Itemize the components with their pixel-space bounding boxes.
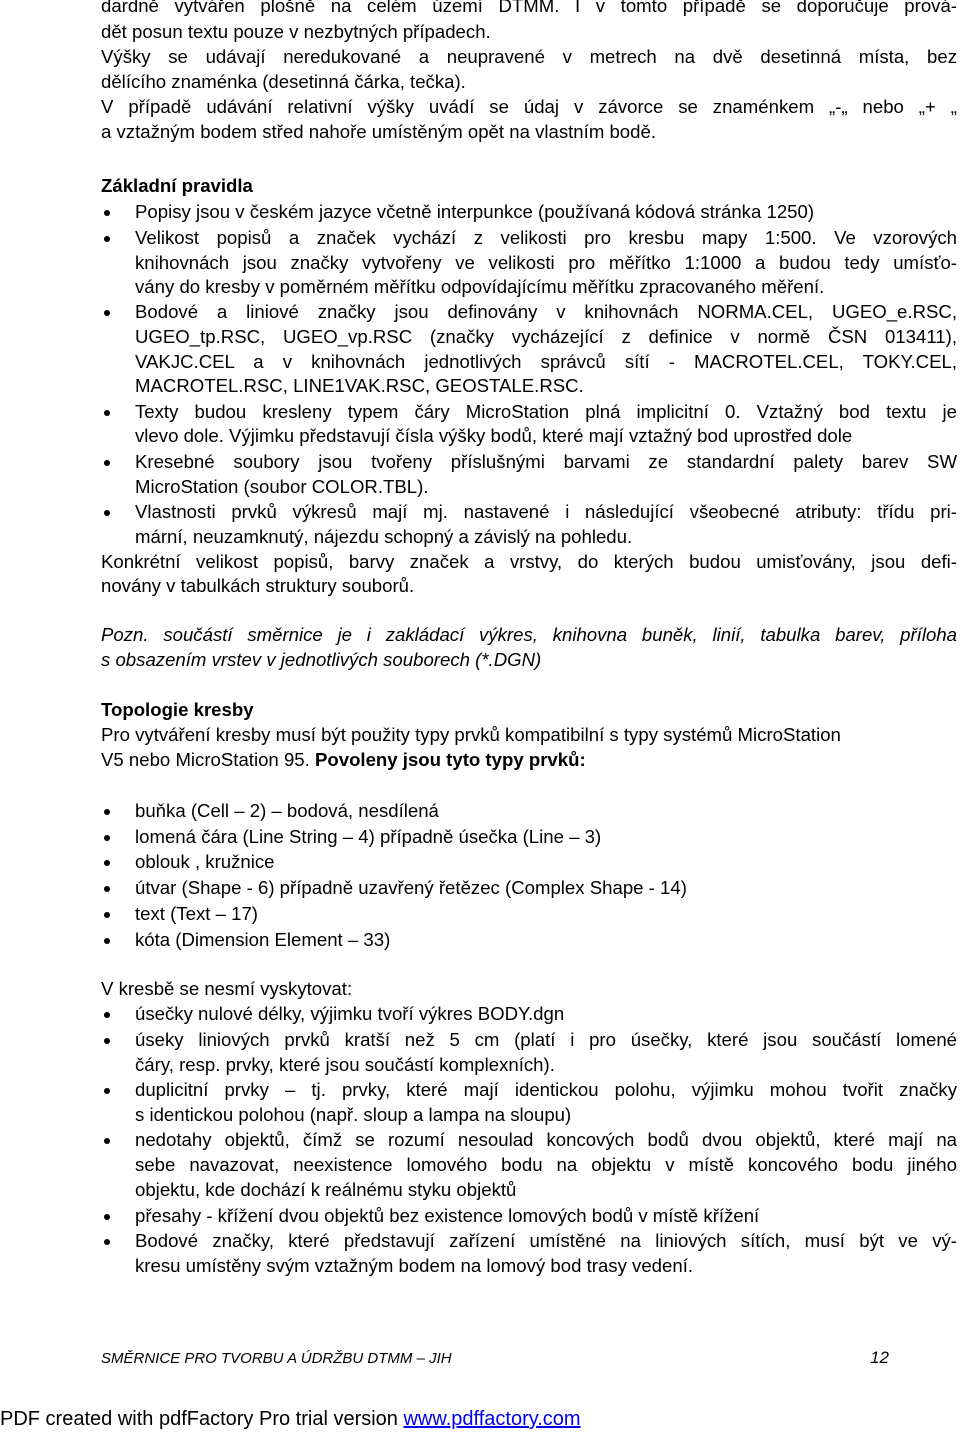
bullet-text-line: Texty budou kresleny typem čáry MicroStation plná implicitní 0. Vztažný bod textu je [135, 401, 957, 422]
bullet-text-line: přesahy - křížení dvou objektů bez existence lomových bodů v místě křížení [135, 1205, 760, 1226]
bullet-text-line: Velikost popisů a značek vychází z velikosti pro kresbu mapy 1:500. Ve vzorových [135, 227, 957, 248]
bullet-dot [104, 1088, 110, 1094]
bullet-dot [104, 938, 110, 944]
bullet-text-line: Vlastnosti prvků výkresů mají mj. nastavené i následující všeobecné atributy: třídu pri- [135, 501, 957, 522]
bullet-text-line: kresu umístěny svým vztažným bodem na lomový bod trasy vedení. [135, 1255, 694, 1276]
element-type-item: útvar (Shape - 6) případně uzavřený řetězec (Complex Shape - 14) [135, 877, 687, 898]
bullet-dot [104, 1214, 110, 1220]
bullet-dot [104, 510, 110, 516]
bullet-text-line: duplicitní prvky – tj. prvky, které mají identickou polohu, výjimku mohou tvořit značky [135, 1079, 957, 1100]
bullet-text-line: úseky liniových prvků kratší než 5 cm (platí i pro úsečky, které jsou součástí lomené [135, 1029, 957, 1050]
bullet-text-line: Popisy jsou v českém jazyce včetně interpunkce (používaná kódová stránka 1250) [135, 201, 815, 222]
bullet-dot [104, 1239, 110, 1245]
bullet-text-line: MicroStation (soubor COLOR.TBL). [135, 476, 429, 497]
intro-line: dardně vytvářen plošně na celém území DTMM. I v tomto případě se doporučuje prová- [101, 0, 957, 16]
bullet-text-line: s identickou polohou (např. sloup a lampa na sloupu) [135, 1104, 572, 1125]
bullet-dot [104, 460, 110, 466]
intro-line: V případě udávání relativní výšky uvádí se údaj v závorce se znaménkem „-„ nebo „+ „ [101, 96, 957, 117]
bullet-dot [104, 210, 110, 216]
section-heading: Základní pravidla [101, 175, 253, 196]
bullet-dot [104, 236, 110, 242]
bullet-text-line: vány do kresby v poměrném měřítku odpovídajícímu měřítku zpracovaného měření. [135, 276, 825, 297]
element-type-item: buňka (Cell – 2) – bodová, nesdílená [135, 800, 439, 821]
bullet-dot [104, 410, 110, 416]
bullet-text-line: knihovnách jsou značky vytvořeny ve velikosti pro měřítko 1:1000 a budou tedy umísťo- [135, 252, 957, 273]
bullet-text-line: Bodové značky, které představují zařízení umístěné na liniových sítích, musí být ve vý- [135, 1230, 957, 1251]
bullet-text-line: Kresebné soubory jsou tvořeny příslušnými barvami ze standardní palety barev SW [135, 451, 957, 472]
bullet-text-line: úsečky nulové délky, výjimku tvoří výkres BODY.dgn [135, 1003, 565, 1024]
section-heading: V kresbě se nesmí vyskytovat: [101, 978, 353, 999]
intro-line: dět posun textu pouze v nezbytných případech. [101, 21, 491, 42]
bullet-dot [104, 886, 110, 892]
paragraph-line: Konkrétní velikost popisů, barvy značek a vrstvy, do kterých budou umisťovány, jsou defi- [101, 551, 957, 572]
bullet-dot [104, 1038, 110, 1044]
paragraph-line: Pro vytváření kresby musí být použity typy prvků kompatibilní s typy systémů MicroStation [101, 724, 841, 745]
intro-line: dělícího znaménka (desetinná čárka, tečka). [101, 71, 466, 92]
element-type-item: oblouk , kružnice [135, 851, 275, 872]
paragraph-line: novány v tabulkách struktury souborů. [101, 575, 415, 596]
page-number: 12 [870, 1348, 889, 1367]
bullet-text-line: sebe navazovat, neexistence lomového bodu na objektu v místě koncového bodu jiného [135, 1154, 957, 1175]
bullet-dot [104, 860, 110, 866]
paragraph-line: V5 nebo MicroStation 95. Povoleny jsou tyto typy prvků: [101, 749, 586, 770]
bullet-dot [104, 1012, 110, 1018]
bullet-dot [104, 1138, 110, 1144]
note-line: Pozn. součástí směrnice je i zakládací výkres, knihovna buněk, linií, tabulka barev, příloha [101, 624, 957, 645]
page-footer [101, 1350, 889, 1367]
bullet-text-line: Bodové a liniové značky jsou definovány v knihovnách NORMA.CEL, UGEO_e.RSC, [135, 301, 957, 322]
banner-text: PDF created with pdfFactory Pro trial version [0, 1408, 404, 1430]
bullet-text-line: čáry, resp. prvky, které jsou součástí komplexních). [135, 1054, 555, 1075]
bullet-dot [104, 835, 110, 841]
element-type-item: text (Text – 17) [135, 903, 258, 924]
bullet-text-line: VAKJC.CEL a v knihovnách jednotlivých správců sítí - MACROTEL.CEL, TOKY.CEL, [135, 351, 957, 372]
element-type-item: kóta (Dimension Element – 33) [135, 929, 391, 950]
allowed-types-intro: Povoleny jsou tyto typy prvků: [314, 749, 586, 770]
pdffactory-link[interactable]: www.pdffactory.com [403, 1408, 581, 1430]
bullet-text-line: objektu, kde dochází k reálnému styku objektů [135, 1179, 517, 1200]
bullet-text-line: UGEO_tp.RSC, UGEO_vp.RSC (značky vycházející z definice v normě ČSN 013411), [135, 326, 957, 347]
footer-title: SMĚRNICE PRO TVORBU A ÚDRŽBU DTMM – JIH [101, 1350, 452, 1367]
pdf-trial-banner [0, 1408, 581, 1431]
intro-line: Výšky se udávají neredukované a neupravené v metrech na dvě desetinná místa, bez [101, 46, 957, 67]
bullet-dot [104, 912, 110, 918]
bullet-text-line: vlevo dole. Výjimku představují čísla výšky bodů, které mají vztažný bod uprostřed dole [135, 425, 853, 446]
bullet-text-line: mární, neuzamknutý, nájezdu schopný a závislý na pohledu. [135, 526, 633, 547]
bullet-text-line: MACROTEL.RSC, LINE1VAK.RSC, GEOSTALE.RSC. [135, 375, 584, 396]
note-line: s obsazením vrstev v jednotlivých souborech (*.DGN) [101, 649, 542, 670]
bullet-dot [104, 310, 110, 316]
bullet-text-line: nedotahy objektů, čímž se rozumí nesoulad koncových bodů dvou objektů, které mají na [135, 1129, 957, 1150]
bullet-dot [104, 809, 110, 815]
element-type-item: lomená čára (Line String – 4) případně úsečka (Line – 3) [135, 826, 602, 847]
intro-line: a vztažným bodem střed nahoře umístěným opět na vlastním bodě. [101, 121, 656, 142]
section-heading: Topologie kresby [101, 699, 254, 720]
